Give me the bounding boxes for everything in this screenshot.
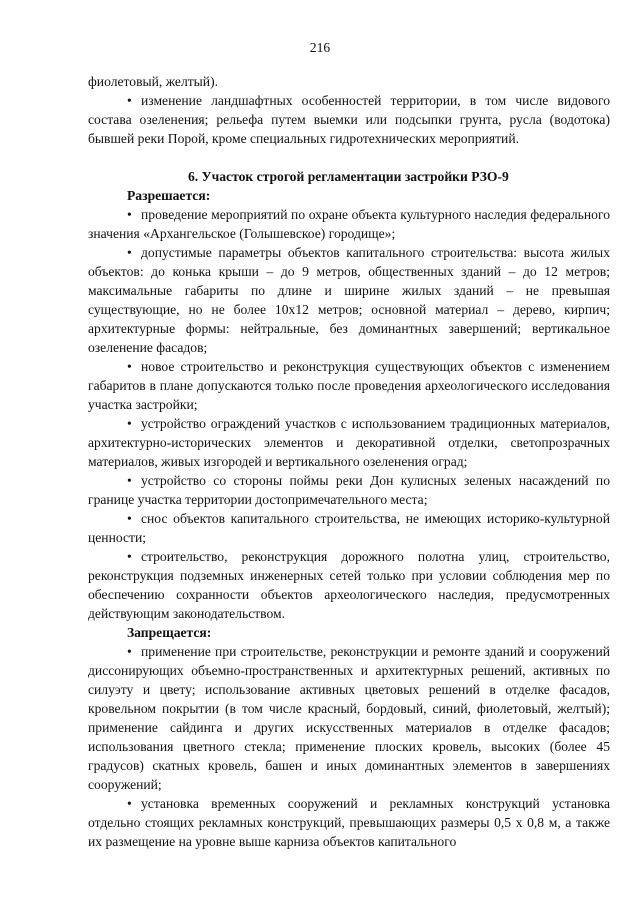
allowed-item (88, 471, 610, 509)
section-heading: 6. Участок строгой регламентации застройки РЗО-9 (188, 169, 509, 184)
bullet-icon: • (127, 549, 132, 564)
allowed-item (88, 243, 610, 357)
allowed-item-text: устройство со стороны поймы реки Дон кулисных зеленых насаждений по границе участка территории достопримечательного места; (88, 473, 610, 507)
allowed-item (88, 547, 610, 623)
bullet-icon: • (127, 796, 132, 811)
allowed-item-text: снос объектов капитального строительства, не имеющих историко-культурной ценности; (88, 511, 610, 545)
allowed-item-text: новое строительство и реконструкция существующих объектов с изменением габаритов в плане допускаются только после проведения археологического исследования участка застройки; (88, 359, 610, 412)
bullet-icon: • (127, 359, 132, 374)
allowed-item-text: допустимые параметры объектов капитального строительства: высота жилых объектов: до конька крыши – до 9 метров, общественных зданий – до 12 метров; максимальные габариты по длине и ширине жилых зданий – не превышая существующие, но не более 10х12 метров; основной материал – дерево, кирпич; архитектурные формы: нейтральные, без доминантных завершений; вертикальное озеленение фасадов; (88, 245, 610, 355)
document-body (88, 72, 610, 851)
allowed-item-text: строительство, реконструкция дорожного полотна улиц, строительство, реконструкция подземных инженерных сетей только при условии соблюдения мер по обеспечению сохранности объектов археологического наследия, предусмотренных действующим законодательством. (88, 549, 610, 621)
forbidden-item-text: применение при строительстве, реконструкции и ремонте зданий и сооружений диссонирующих объемно-пространственных и архитектурных решений, активных по силуэту и цвету; использование активных цветовых решений в отделке фасадов, кровельном покрытии (в том числе красный, бордовый, синий, фиолетовый, желтый); применение сайдинга и других искусственных материалов в отделке фасадов; использования цветного стекла; применение плоских кровель, высоких (более 45 градусов) скатных кровель, башен и иных доминантных элементов в завершениях сооружений; (88, 644, 610, 792)
forbidden-item (88, 642, 610, 794)
lead-fragment: фиолетовый, желтый). (88, 74, 219, 89)
bullet-icon: • (127, 473, 132, 488)
allowed-item (88, 357, 610, 414)
allowed-item (88, 509, 610, 547)
lead-bullet-text: изменение ландшафтных особенностей территории, в том числе видового состава озеленения; рельефа путем выемки или подсыпки грунта, русла (водотока) бывшей реки Порой, кроме специальных гидротехнических мероприятий. (88, 93, 610, 146)
bullet-icon: • (127, 511, 132, 526)
allowed-label: Разрешается: (127, 188, 211, 203)
allowed-item-text: устройство ограждений участков с использованием традиционных материалов, архитектурно-исторических элементов и декоративной отделки, светопрозрачных материалов, живых изгородей и вертикального озеленения оград; (88, 416, 610, 469)
bullet-icon: • (127, 245, 132, 260)
allowed-item (88, 205, 610, 243)
lead-bullet (88, 91, 610, 148)
forbidden-item-text: установка временных сооружений и рекламных конструкций установка отдельно стоящих рекламных конструкций, превышающих размеры 0,5 х 0,8 м, а также их размещение на уровне выше карниза объектов капитального (88, 796, 610, 849)
page-number: 216 (309, 40, 331, 55)
forbidden-item (88, 794, 610, 851)
bullet-icon: • (127, 207, 132, 222)
allowed-item-text: проведение мероприятий по охране объекта культурного наследия федерального значения «Архангельское (Голышевское) городище»; (88, 207, 610, 241)
bullet-icon: • (127, 416, 132, 431)
forbidden-label: Запрещается: (127, 625, 212, 640)
bullet-icon: • (127, 644, 132, 659)
bullet-icon: • (127, 93, 132, 108)
allowed-item (88, 414, 610, 471)
